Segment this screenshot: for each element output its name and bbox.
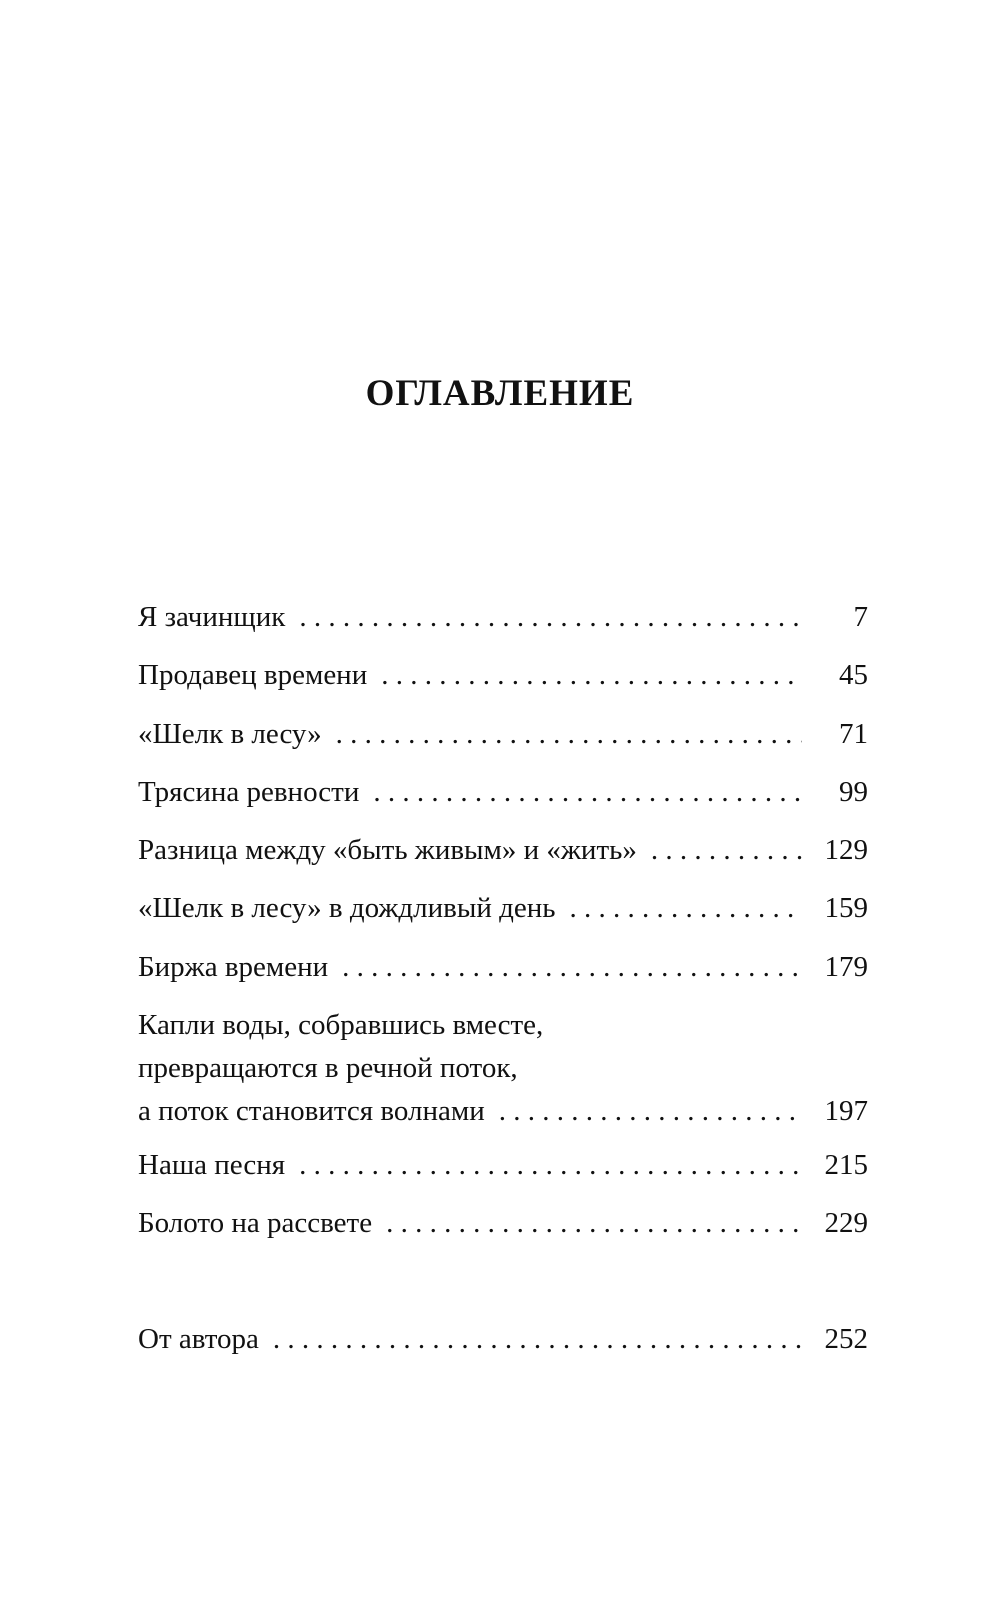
toc-entry-page: 7 — [853, 601, 868, 633]
dot-leader — [651, 829, 802, 872]
toc-entry-title: «Шелк в лесу» — [138, 718, 322, 750]
dot-leader — [373, 771, 802, 814]
toc-entry[interactable] — [138, 829, 868, 872]
toc-entry[interactable] — [138, 946, 868, 989]
toc-entry[interactable] — [138, 654, 868, 697]
toc-entry-title-line: превращаются в речной поток, — [138, 1052, 518, 1084]
toc-entry-page: 71 — [839, 718, 868, 750]
toc-entry-title: Разница между «быть живым» и «жить» — [138, 834, 637, 866]
dot-leader — [299, 1144, 802, 1187]
toc-entry[interactable] — [138, 1144, 868, 1187]
toc-entry-title-line: а поток становится волнами — [138, 1095, 485, 1127]
toc-entry[interactable] — [138, 596, 868, 639]
toc-entry-page: 45 — [839, 659, 868, 691]
toc-entry-title: Наша песня — [138, 1149, 286, 1181]
page-title: ОГЛАВЛЕНИЕ — [365, 373, 635, 414]
toc-entry-afterword[interactable] — [138, 1318, 868, 1361]
toc-entry-page: 197 — [824, 1095, 868, 1127]
toc-entry-title: Болото на рассвете — [138, 1207, 373, 1239]
dot-leader — [342, 946, 802, 989]
toc-entry-page: 99 — [839, 776, 868, 808]
toc-entry-page: 229 — [824, 1207, 868, 1239]
toc-entry[interactable] — [138, 713, 868, 756]
toc-entry-title: Продавец времени — [138, 659, 368, 691]
toc-entry-page: 129 — [824, 834, 868, 866]
toc-entry-title: От автора — [138, 1323, 259, 1355]
toc-entry-page: 159 — [824, 892, 868, 924]
toc-entry-page: 252 — [824, 1323, 868, 1355]
toc-entry-title: Я зачинщик — [138, 601, 286, 633]
toc-entry-title-line: Капли воды, собравшись вместе, — [138, 1009, 544, 1041]
dot-leader — [273, 1318, 802, 1361]
dot-leader — [381, 654, 802, 697]
dot-leader — [386, 1202, 802, 1245]
dot-leader — [299, 596, 802, 639]
toc-entry-title: «Шелк в лесу» в дождливый день — [138, 892, 556, 924]
dot-leader — [336, 713, 802, 756]
toc-entry[interactable] — [138, 887, 868, 930]
dot-leader — [569, 887, 802, 930]
toc-entry-title: Биржа времени — [138, 951, 329, 983]
toc-entry-page: 215 — [824, 1149, 868, 1181]
toc-entry[interactable] — [138, 771, 868, 814]
toc-entry-page: 179 — [824, 951, 868, 983]
toc-entry-title: Трясина ревности — [138, 776, 360, 808]
toc-entry[interactable] — [138, 1202, 868, 1245]
dot-leader — [499, 1090, 802, 1133]
toc-entry[interactable] — [138, 1004, 868, 1133]
